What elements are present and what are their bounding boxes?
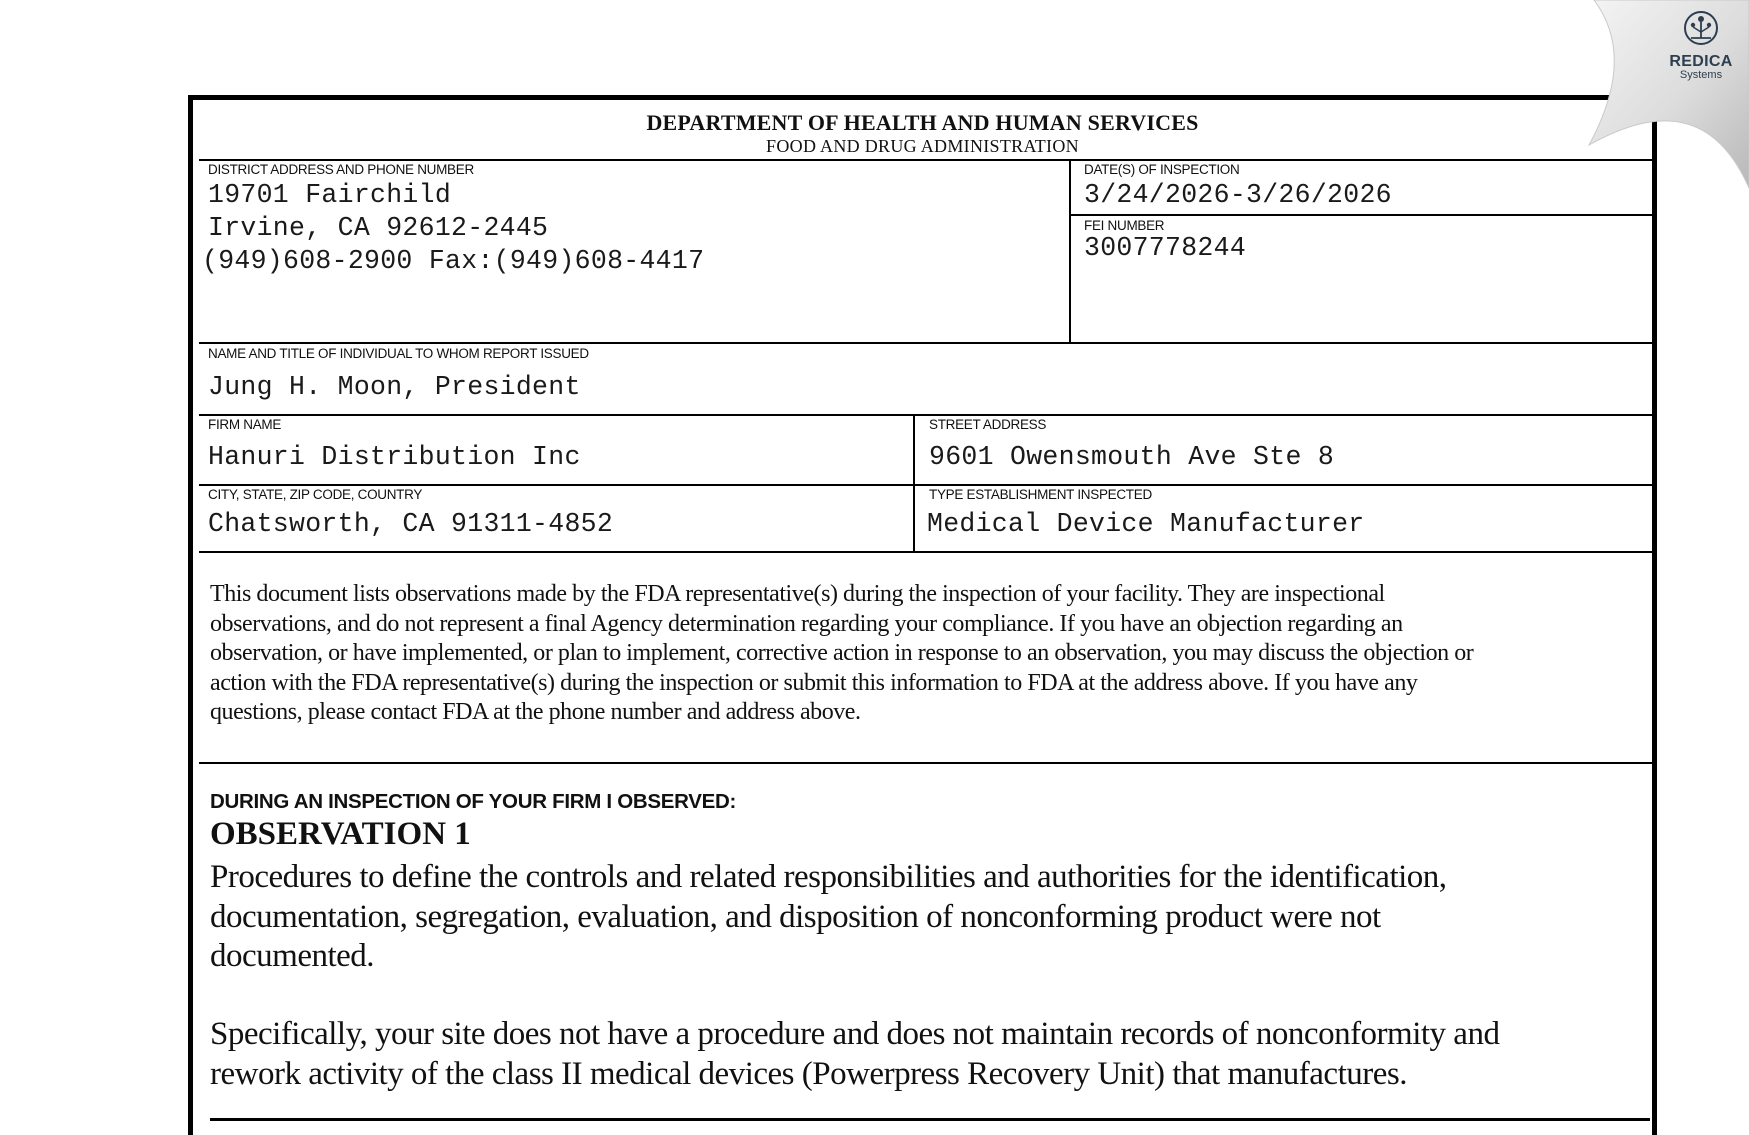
district-address-line1: 19701 Fairchild bbox=[208, 180, 452, 210]
divider bbox=[199, 762, 1652, 764]
divider bbox=[199, 551, 1652, 553]
department-heading: DEPARTMENT OF HEALTH AND HUMAN SERVICES bbox=[646, 110, 1199, 135]
notice-line: observation, or have implemented, or plan to implement, corrective action in response to an observation, you may discuss the objection or bbox=[210, 640, 1474, 666]
fei-value: 3007778244 bbox=[1084, 233, 1247, 263]
observation-specific-line: Specifically, your site does not have a procedure and does not maintain records of nonconformity and bbox=[210, 1016, 1500, 1052]
brand-subtitle: Systems bbox=[1679, 69, 1723, 81]
brand-name: REDICA bbox=[1669, 53, 1733, 70]
divider bbox=[199, 414, 1652, 416]
divider bbox=[199, 342, 1652, 344]
observation-line: Procedures to define the controls and related responsibilities and authorities for the identification, bbox=[210, 859, 1447, 895]
observation-text bbox=[210, 858, 1447, 977]
observation-line: documented. bbox=[210, 938, 375, 974]
establishment-type-label: TYPE ESTABLISHMENT INSPECTED bbox=[929, 487, 1152, 502]
district-phone: (949)608-2900 Fax:(949)608-4417 bbox=[202, 246, 705, 276]
establishment-type-value: Medical Device Manufacturer bbox=[927, 509, 1365, 539]
inspection-dates-value: 3/24/2026-3/26/2026 bbox=[1084, 180, 1392, 210]
notice-paragraph bbox=[210, 580, 1650, 728]
observation-specific-line: rework activity of the class II medical devices (Powerpress Recovery Unit) that manufactures. bbox=[210, 1055, 1407, 1092]
notice-line: questions, please contact FDA at the phone number and address above. bbox=[210, 699, 861, 725]
notice-line: action with the FDA representative(s) during the inspection or submit this information to FDA at the address above. If you have any bbox=[210, 669, 1418, 696]
report-issued-label: NAME AND TITLE OF INDIVIDUAL TO WHOM REPORT ISSUED bbox=[208, 346, 589, 361]
divider bbox=[199, 484, 1652, 486]
street-address-value: 9601 Owensmouth Ave Ste 8 bbox=[929, 442, 1335, 472]
divider bbox=[1071, 214, 1652, 216]
report-issued-value: Jung H. Moon, President bbox=[208, 372, 581, 402]
divider bbox=[913, 414, 915, 553]
notice-line: This document lists observations made by the FDA representative(s) during the inspection of your facility. They are inspectional bbox=[210, 581, 1385, 607]
inspection-dates-label: DATE(S) OF INSPECTION bbox=[1084, 162, 1240, 177]
district-address-line2: Irvine, CA 92612-2445 bbox=[208, 213, 549, 243]
agency-heading: FOOD AND DRUG ADMINISTRATION bbox=[766, 136, 1079, 156]
city-value: Chatsworth, CA 91311-4852 bbox=[208, 509, 614, 539]
observation-specifics bbox=[210, 1015, 1499, 1094]
city-label: CITY, STATE, ZIP CODE, COUNTRY bbox=[208, 487, 423, 502]
street-address-label: STREET ADDRESS bbox=[929, 417, 1047, 432]
redica-logo-icon bbox=[1681, 10, 1721, 46]
brand-logo bbox=[1661, 10, 1741, 81]
divider bbox=[1069, 159, 1071, 344]
observation-line: documentation, segregation, evaluation, and disposition of nonconforming product were not bbox=[210, 898, 1381, 935]
notice-line: observations, and do not represent a final Agency determination regarding your compliance. If you have an objection regarding an bbox=[210, 610, 1403, 637]
firm-name-label: FIRM NAME bbox=[208, 417, 282, 432]
fei-label: FEI NUMBER bbox=[1084, 218, 1165, 233]
divider bbox=[199, 159, 1652, 161]
divider bbox=[210, 1118, 1650, 1121]
district-label: DISTRICT ADDRESS AND PHONE NUMBER bbox=[208, 162, 474, 177]
observations-intro: DURING AN INSPECTION OF YOUR FIRM I OBSERVED: bbox=[210, 790, 736, 813]
fda-483-form bbox=[188, 95, 1657, 1135]
firm-name-value: Hanuri Distribution Inc bbox=[208, 442, 581, 472]
observation-title: OBSERVATION 1 bbox=[210, 816, 471, 852]
